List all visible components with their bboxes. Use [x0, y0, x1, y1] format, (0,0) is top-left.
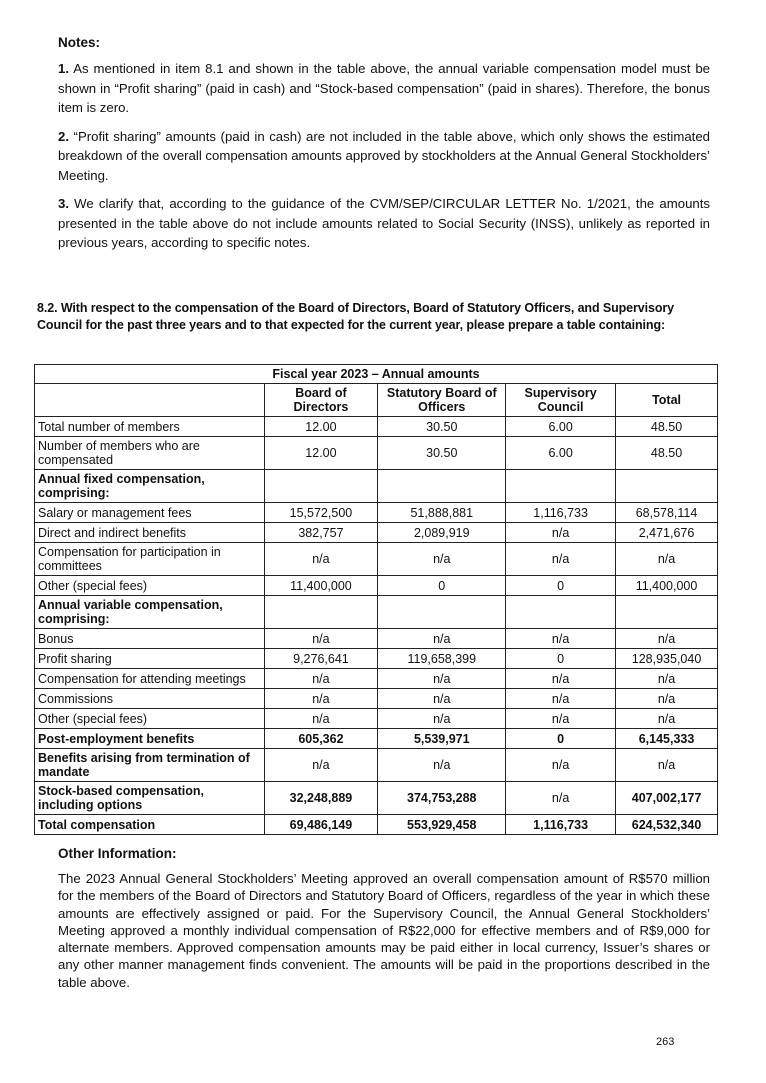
row-label: Total number of members	[35, 417, 265, 437]
cell-value: 0	[506, 649, 616, 669]
cell-value	[378, 470, 506, 503]
table-row	[35, 815, 718, 835]
cell-value: 553,929,458	[378, 815, 506, 835]
cell-value: 5,539,971	[378, 729, 506, 749]
table-row	[35, 709, 718, 729]
cell-value	[616, 470, 718, 503]
column-header: Supervisory Council	[506, 384, 616, 417]
cell-value: 119,658,399	[378, 649, 506, 669]
header-empty	[35, 384, 265, 417]
cell-value: n/a	[378, 749, 506, 782]
cell-value: n/a	[506, 629, 616, 649]
cell-value	[264, 470, 378, 503]
row-label: Annual fixed compensation, comprising:	[35, 470, 265, 503]
row-label: Post-employment benefits	[35, 729, 265, 749]
cell-value: n/a	[616, 669, 718, 689]
cell-value: 2,089,919	[378, 523, 506, 543]
cell-value: 15,572,500	[264, 503, 378, 523]
cell-value: n/a	[378, 669, 506, 689]
cell-value: 0	[506, 729, 616, 749]
table-header-row	[35, 384, 718, 417]
column-header: Total	[616, 384, 718, 417]
table-row	[35, 649, 718, 669]
cell-value: n/a	[264, 689, 378, 709]
cell-value: 382,757	[264, 523, 378, 543]
cell-value: 69,486,149	[264, 815, 378, 835]
cell-value: 32,248,889	[264, 782, 378, 815]
row-label: Commissions	[35, 689, 265, 709]
cell-value	[616, 596, 718, 629]
table-row	[35, 629, 718, 649]
compensation-table	[34, 364, 718, 835]
note-number: 3.	[58, 196, 69, 211]
cell-value: n/a	[616, 749, 718, 782]
note-item	[58, 194, 710, 253]
cell-value: 51,888,881	[378, 503, 506, 523]
cell-value: 9,276,641	[264, 649, 378, 669]
cell-value: n/a	[264, 669, 378, 689]
other-information-text: The 2023 Annual General Stockholders’ Meeting approved an overall compensation amount of R$570 million for the members of the Board of Directors and Statutory Board of Officers, regardless of the year in which these amounts are effectively assigned or paid. For the Supervisory Council, the Annual General Stockholders’ Meeting approved a monthly individual compensation of R$22,000 for effective members and of R$9,000 for alternate members. Approved compensation amounts may be paid either in local currency, Issuer’s shares or any other manner management finds convenient. The amounts will be paid in the proportions described in the table above.	[58, 871, 710, 990]
cell-value: n/a	[616, 689, 718, 709]
table-row	[35, 689, 718, 709]
note-text: As mentioned in item 8.1 and shown in the table above, the annual variable compensation model must be shown in “Profit sharing” (paid in cash) and “Stock-based compensation” (paid in shares). Therefore, the bonus item is zero.	[58, 61, 710, 115]
cell-value: 374,753,288	[378, 782, 506, 815]
cell-value: n/a	[506, 782, 616, 815]
cell-value: 2,471,676	[616, 523, 718, 543]
table-title: Fiscal year 2023 – Annual amounts	[35, 365, 718, 384]
table-row	[35, 782, 718, 815]
cell-value: n/a	[506, 669, 616, 689]
row-label: Benefits arising from termination of mandate	[35, 749, 265, 782]
cell-value: 6.00	[506, 417, 616, 437]
cell-value: n/a	[378, 543, 506, 576]
cell-value: 30.50	[378, 417, 506, 437]
row-label: Number of members who are compensated	[35, 437, 265, 470]
cell-value: n/a	[506, 543, 616, 576]
table-row	[35, 596, 718, 629]
table-row	[35, 503, 718, 523]
cell-value	[506, 470, 616, 503]
table-row	[35, 543, 718, 576]
table-row	[35, 729, 718, 749]
row-label: Total compensation	[35, 815, 265, 835]
cell-value: n/a	[264, 709, 378, 729]
row-label: Profit sharing	[35, 649, 265, 669]
cell-value: 605,362	[264, 729, 378, 749]
row-label: Bonus	[35, 629, 265, 649]
cell-value: 6.00	[506, 437, 616, 470]
other-information-section	[58, 846, 710, 991]
cell-value: n/a	[264, 543, 378, 576]
row-label: Direct and indirect benefits	[35, 523, 265, 543]
row-label: Compensation for attending meetings	[35, 669, 265, 689]
note-number: 1.	[58, 61, 69, 76]
cell-value: 1,116,733	[506, 503, 616, 523]
note-text: “Profit sharing” amounts (paid in cash) are not included in the table above, which only shows the estimated breakdown of the overall compensation amounts approved by stockholders at the Annual General Stockholders’ Meeting.	[58, 128, 710, 183]
table-row	[35, 523, 718, 543]
cell-value: 48.50	[616, 437, 718, 470]
note-item	[58, 127, 710, 186]
row-label: Stock-based compensation, including options	[35, 782, 265, 815]
cell-value	[506, 596, 616, 629]
cell-value: n/a	[506, 689, 616, 709]
cell-value: n/a	[264, 749, 378, 782]
section-heading: 8.2. With respect to the compensation of the Board of Directors, Board of Statutory Officers, and Supervisory Council for the past three years and to that expected for the current year, please prepare a table containing:	[37, 301, 675, 332]
cell-value: 12.00	[264, 437, 378, 470]
cell-value: 624,532,340	[616, 815, 718, 835]
cell-value: 0	[506, 576, 616, 596]
other-information-title: Other Information:	[58, 846, 177, 861]
row-label: Salary or management fees	[35, 503, 265, 523]
table-row	[35, 576, 718, 596]
cell-value: n/a	[378, 709, 506, 729]
cell-value: n/a	[506, 749, 616, 782]
note-item	[58, 59, 710, 118]
cell-value: 11,400,000	[616, 576, 718, 596]
cell-value: 11,400,000	[264, 576, 378, 596]
cell-value: 128,935,040	[616, 649, 718, 669]
table-row	[35, 749, 718, 782]
cell-value	[378, 596, 506, 629]
note-number: 2.	[58, 128, 69, 144]
table-body	[35, 417, 718, 835]
column-header: Statutory Board of Officers	[378, 384, 506, 417]
notes-title: Notes:	[58, 35, 101, 50]
table-row	[35, 417, 718, 437]
cell-value: n/a	[616, 709, 718, 729]
cell-value: 30.50	[378, 437, 506, 470]
notes-section	[58, 35, 710, 262]
cell-value: 1,116,733	[506, 815, 616, 835]
cell-value: n/a	[616, 629, 718, 649]
row-label: Annual variable compensation, comprising:	[35, 596, 265, 629]
cell-value: 48.50	[616, 417, 718, 437]
cell-value: n/a	[264, 629, 378, 649]
cell-value: 12.00	[264, 417, 378, 437]
cell-value: n/a	[378, 629, 506, 649]
cell-value: n/a	[506, 709, 616, 729]
table-row	[35, 669, 718, 689]
cell-value: 6,145,333	[616, 729, 718, 749]
cell-value: 407,002,177	[616, 782, 718, 815]
table-row	[35, 470, 718, 503]
table-row	[35, 437, 718, 470]
row-label: Other (special fees)	[35, 576, 265, 596]
column-header: Board of Directors	[264, 384, 378, 417]
note-text: We clarify that, according to the guidance of the CVM/SEP/CIRCULAR LETTER No. 1/2021, the amounts presented in the table above do not include amounts related to Social Security (INSS), unlikely as reported in previous years, according to specific notes.	[58, 196, 710, 250]
page-number: 263	[656, 1036, 675, 1048]
row-label: Other (special fees)	[35, 709, 265, 729]
cell-value: 68,578,114	[616, 503, 718, 523]
table-title-row	[35, 365, 718, 384]
cell-value	[264, 596, 378, 629]
cell-value: n/a	[378, 689, 506, 709]
cell-value: 0	[378, 576, 506, 596]
row-label: Compensation for participation in committees	[35, 543, 265, 576]
cell-value: n/a	[506, 523, 616, 543]
cell-value: n/a	[616, 543, 718, 576]
